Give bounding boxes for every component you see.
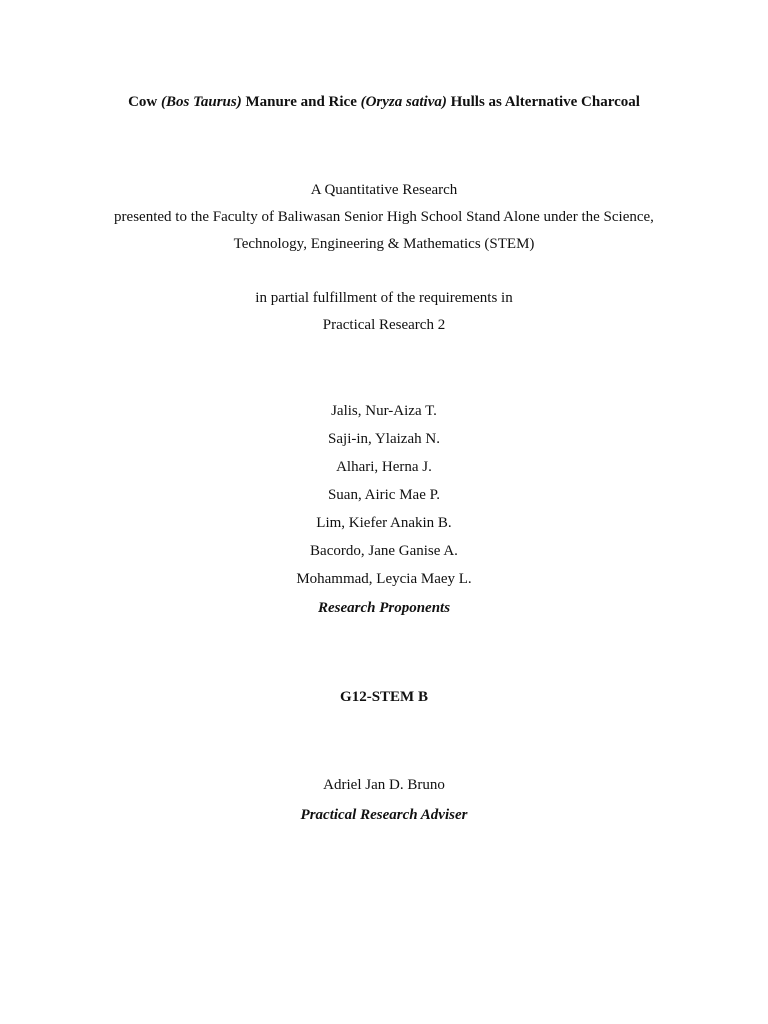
proponent-name: Lim, Kiefer Anakin B.	[316, 515, 452, 531]
research-type: A Quantitative Research	[310, 182, 458, 198]
proponents-label: Research Proponents	[317, 600, 451, 616]
presented-to-line: presented to the Faculty of Baliwasan Senior High School Stand Alone under the Science,	[114, 209, 654, 225]
adviser-name: Adriel Jan D. Bruno	[323, 777, 445, 793]
proponent-name: Jalis, Nur-Aiza T.	[331, 403, 437, 419]
title-part-3: Hulls as Alternative Charcoal	[446, 94, 640, 110]
proponent-name: Bacordo, Jane Ganise A.	[310, 543, 458, 559]
proponent-name: Saji-in, Ylaizah N.	[328, 431, 440, 447]
fulfillment-line: in partial fulfillment of the requirements in	[255, 290, 513, 306]
adviser-label: Practical Research Adviser	[300, 807, 468, 823]
subject-line: Practical Research 2	[322, 317, 446, 333]
title-part-2: Manure and Rice	[241, 94, 361, 110]
strand-line: Technology, Engineering & Mathematics (STEM)	[233, 236, 535, 252]
paper-title	[0, 92, 768, 112]
proponent-name: Alhari, Herna J.	[336, 459, 432, 475]
proponent-name: Suan, Airic Mae P.	[327, 487, 441, 503]
section-label: G12-STEM B	[340, 689, 428, 705]
title-scientific-name-1: (Bos Taurus)	[160, 94, 242, 110]
title-part-1: Cow	[128, 94, 161, 110]
proponent-name: Mohammad, Leycia Maey L.	[296, 571, 472, 587]
title-scientific-name-2: (Oryza sativa)	[360, 94, 447, 110]
